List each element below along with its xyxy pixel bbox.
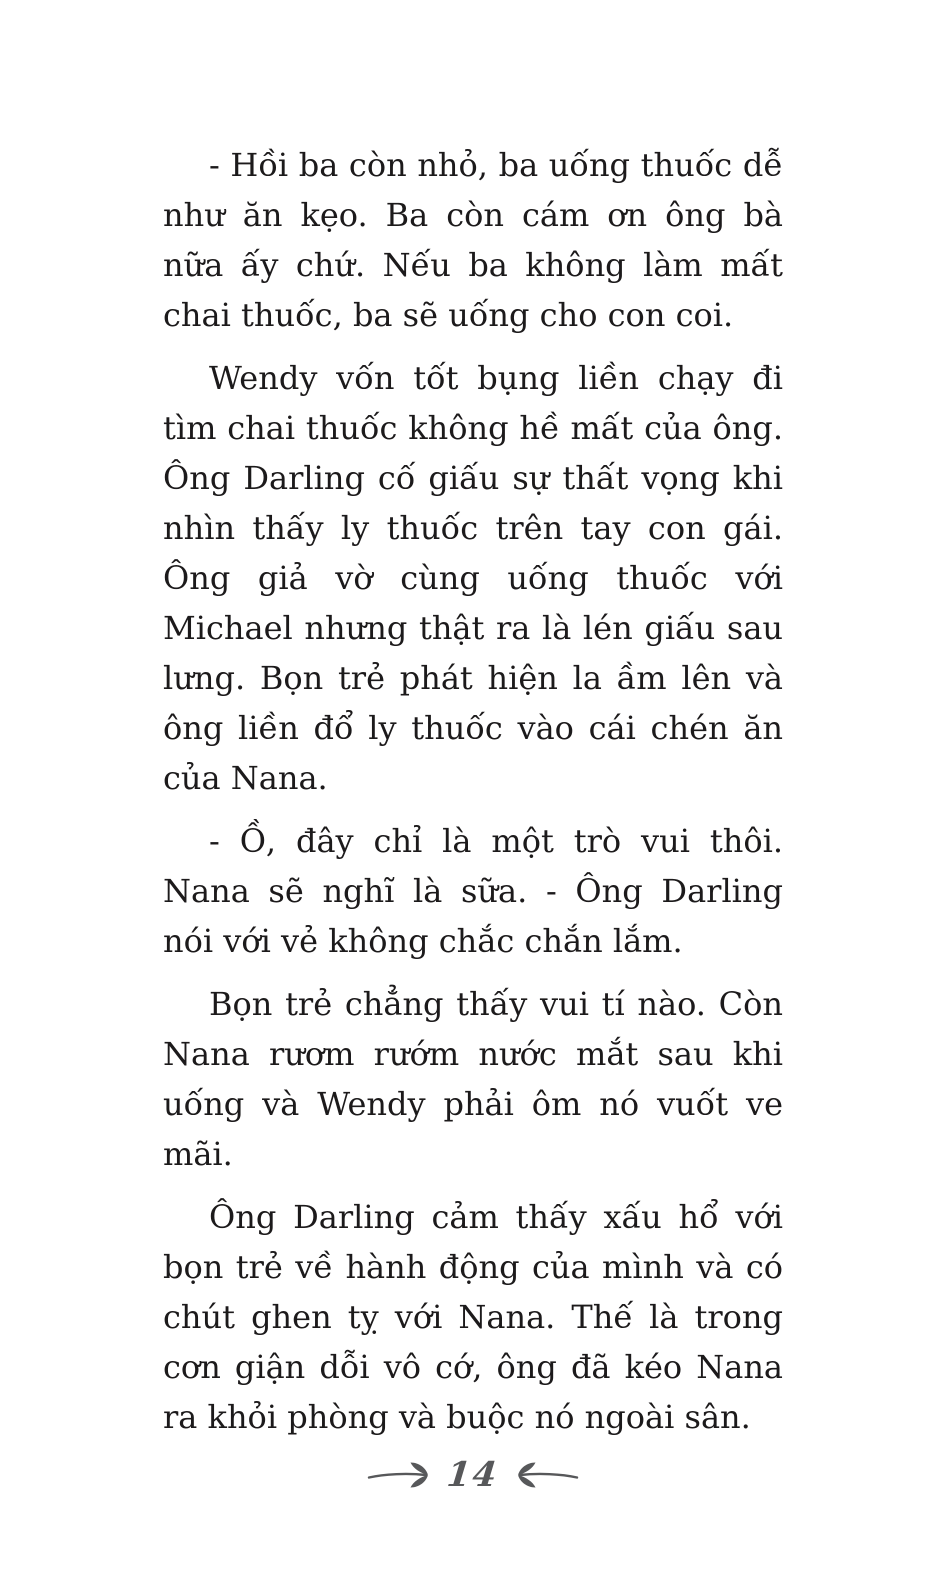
leaf-flourish-right-icon [513,1460,579,1490]
page-number: 14 [445,1455,501,1495]
paragraph: Bọn trẻ chẳng thấy vui tí nào. Còn Nana rươm rướm nước mắt sau khi uống và Wendy phải ôm nó vuốt ve mãi. [163,985,783,1173]
paragraph: - Ồ, đây chỉ là một trò vui thôi. Nana sẽ nghĩ là sữa. - Ông Darling nói với vẻ không chắc chắn lắm. [163,822,783,960]
text-body [163,140,783,1455]
paragraph: Wendy vốn tốt bụng liền chạy đi tìm chai thuốc không hề mất của ông. Ông Darling cố giấu sự thất vọng khi nhìn thấy ly thuốc trên tay con gái. Ông giả vờ cùng uống thuốc với Michael nhưng thật ra là lén giấu sau lưng. Bọn trẻ phát hiện la ầm lên và ông liền đổ ly thuốc vào cái chén ăn của Nana. [163,359,783,797]
page-footer [0,1440,946,1510]
leaf-flourish-left-icon [367,1460,433,1490]
paragraph: - Hồi ba còn nhỏ, ba uống thuốc dễ như ăn kẹo. Ba còn cám ơn ông bà nữa ấy chứ. Nếu ba không làm mất chai thuốc, ba sẽ uống cho con coi. [163,146,783,334]
paragraph: Ông Darling cảm thấy xấu hổ với bọn trẻ về hành động của mình và có chút ghen tỵ với Nana. Thế là trong cơn giận dỗi vô cớ, ông đã kéo Nana ra khỏi phòng và buộc nó ngoài sân. [163,1198,783,1436]
